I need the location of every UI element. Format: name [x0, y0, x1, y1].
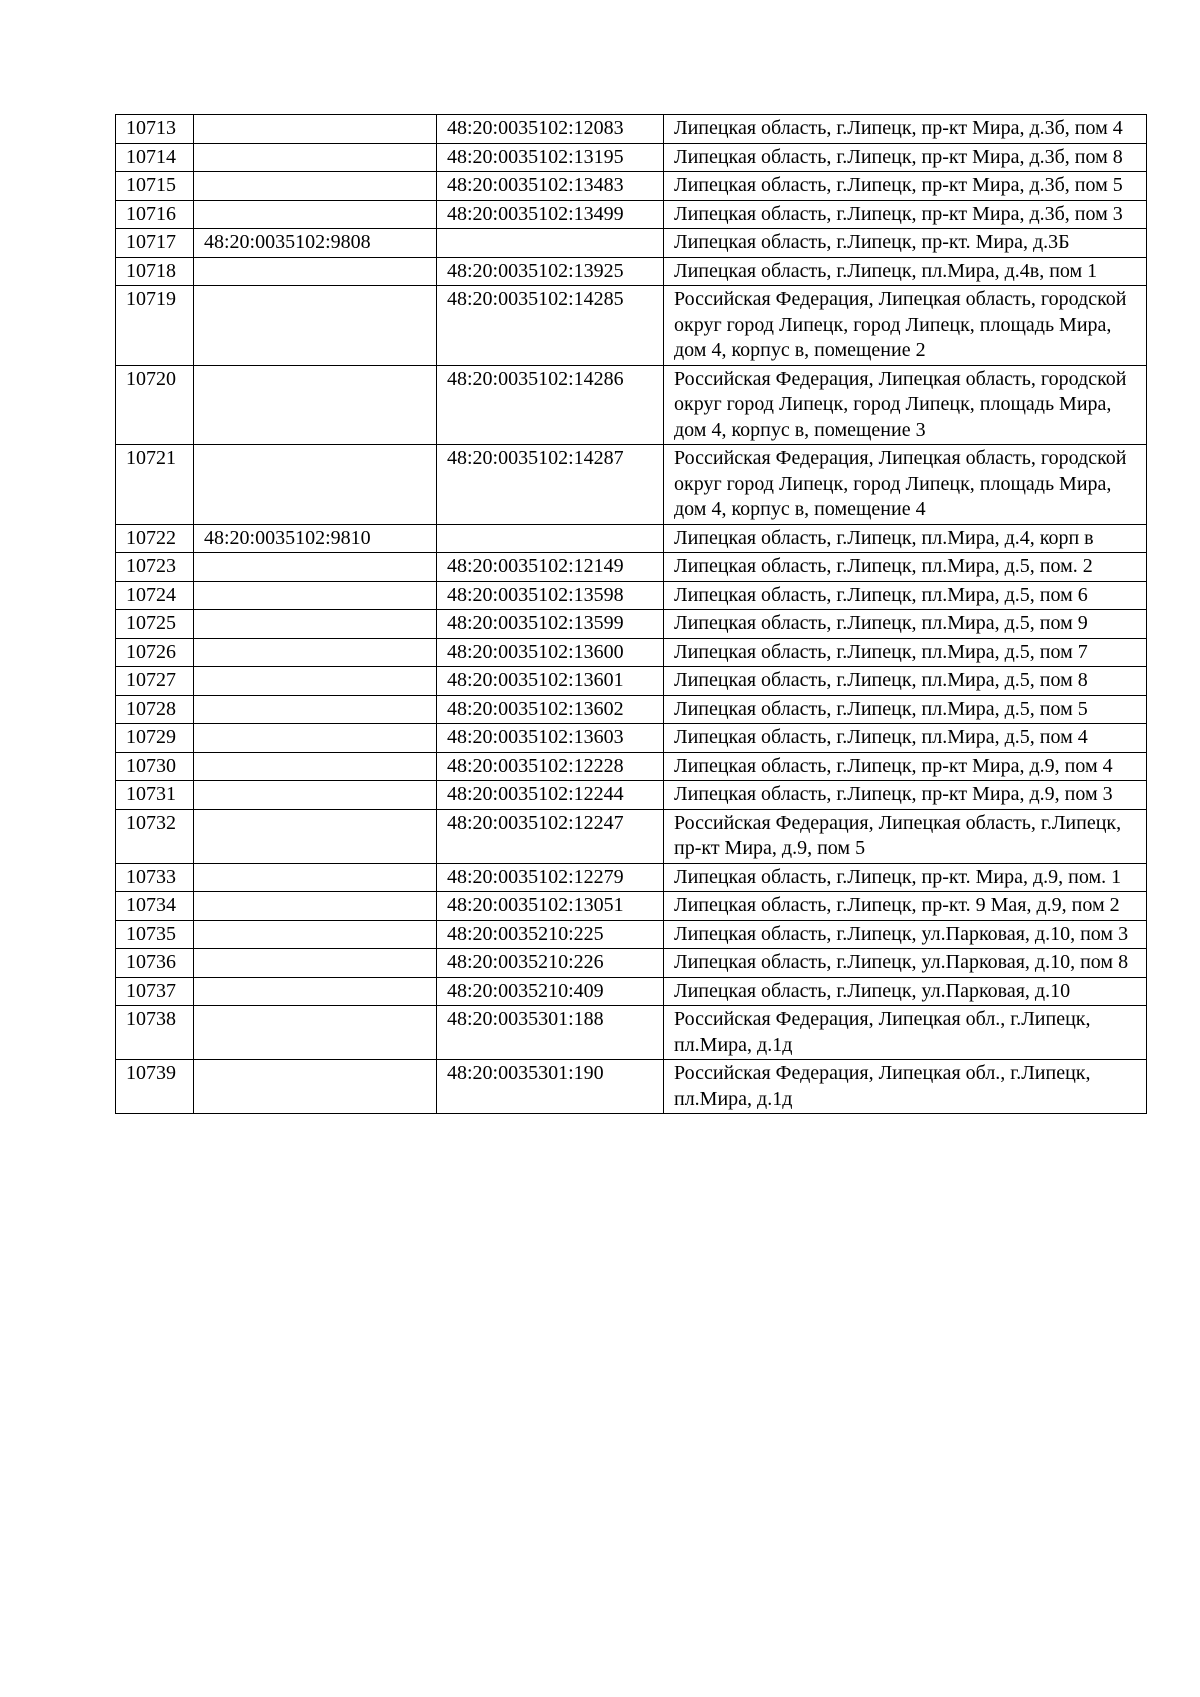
room-cadastral-cell: 48:20:0035102:12083	[437, 115, 664, 144]
address-cell: Липецкая область, г.Липецк, пр-кт Мира, д.3б, пом 4	[664, 115, 1147, 144]
address-cell: Липецкая область, г.Липецк, ул.Парковая, д.10	[664, 977, 1147, 1006]
table-row	[116, 949, 1147, 978]
address-cell: Российская Федерация, Липецкая обл., г.Липецк, пл.Мира, д.1д	[664, 1006, 1147, 1060]
row-number-cell: 10732	[116, 809, 194, 863]
address-cell: Липецкая область, г.Липецк, пр-кт. 9 Мая, д.9, пом 2	[664, 892, 1147, 921]
building-cadastral-cell	[194, 752, 437, 781]
address-cell: Липецкая область, г.Липецк, пл.Мира, д.5, пом 8	[664, 667, 1147, 696]
room-cadastral-cell: 48:20:0035102:12149	[437, 553, 664, 582]
table-row	[116, 781, 1147, 810]
address-cell: Липецкая область, г.Липецк, пр-кт Мира, д.9, пом 4	[664, 752, 1147, 781]
row-number-cell: 10734	[116, 892, 194, 921]
row-number-cell: 10726	[116, 638, 194, 667]
building-cadastral-cell	[194, 695, 437, 724]
row-number-cell: 10729	[116, 724, 194, 753]
table-row	[116, 229, 1147, 258]
row-number-cell: 10735	[116, 920, 194, 949]
building-cadastral-cell	[194, 781, 437, 810]
row-number-cell: 10737	[116, 977, 194, 1006]
address-cell: Липецкая область, г.Липецк, пр-кт Мира, д.9, пом 3	[664, 781, 1147, 810]
room-cadastral-cell: 48:20:0035102:13483	[437, 172, 664, 201]
room-cadastral-cell: 48:20:0035102:14285	[437, 286, 664, 366]
row-number-cell: 10724	[116, 581, 194, 610]
address-cell: Российская Федерация, Липецкая обл., г.Липецк, пл.Мира, д.1д	[664, 1060, 1147, 1114]
table-row	[116, 752, 1147, 781]
row-number-cell: 10717	[116, 229, 194, 258]
building-cadastral-cell	[194, 581, 437, 610]
row-number-cell: 10725	[116, 610, 194, 639]
address-cell: Липецкая область, г.Липецк, пр-кт. Мира, д.3Б	[664, 229, 1147, 258]
address-cell: Липецкая область, г.Липецк, пл.Мира, д.5, пом 9	[664, 610, 1147, 639]
table-row	[116, 892, 1147, 921]
building-cadastral-cell	[194, 667, 437, 696]
address-cell: Липецкая область, г.Липецк, ул.Парковая, д.10, пом 3	[664, 920, 1147, 949]
address-cell: Российская Федерация, Липецкая область, городской округ город Липецк, город Липецк, площадь Мира, дом 4, корпус в, помещение 2	[664, 286, 1147, 366]
address-cell: Липецкая область, г.Липецк, пл.Мира, д.5, пом 4	[664, 724, 1147, 753]
table-row	[116, 172, 1147, 201]
room-cadastral-cell: 48:20:0035301:190	[437, 1060, 664, 1114]
address-cell: Липецкая область, г.Липецк, пр-кт Мира, д.3б, пом 3	[664, 200, 1147, 229]
row-number-cell: 10739	[116, 1060, 194, 1114]
building-cadastral-cell	[194, 920, 437, 949]
table-row	[116, 920, 1147, 949]
room-cadastral-cell: 48:20:0035102:13598	[437, 581, 664, 610]
table-row	[116, 257, 1147, 286]
document-page	[115, 114, 1146, 1114]
building-cadastral-cell	[194, 286, 437, 366]
row-number-cell: 10715	[116, 172, 194, 201]
row-number-cell: 10716	[116, 200, 194, 229]
address-cell: Российская Федерация, Липецкая область, городской округ город Липецк, город Липецк, площадь Мира, дом 4, корпус в, помещение 3	[664, 365, 1147, 445]
building-cadastral-cell	[194, 809, 437, 863]
room-cadastral-cell: 48:20:0035102:12244	[437, 781, 664, 810]
address-cell: Российская Федерация, Липецкая область, городской округ город Липецк, город Липецк, площадь Мира, дом 4, корпус в, помещение 4	[664, 445, 1147, 525]
address-cell: Липецкая область, г.Липецк, ул.Парковая, д.10, пом 8	[664, 949, 1147, 978]
table-row	[116, 809, 1147, 863]
room-cadastral-cell: 48:20:0035301:188	[437, 1006, 664, 1060]
building-cadastral-cell	[194, 115, 437, 144]
building-cadastral-cell	[194, 1006, 437, 1060]
table-row	[116, 863, 1147, 892]
address-cell: Липецкая область, г.Липецк, пр-кт. Мира, д.9, пом. 1	[664, 863, 1147, 892]
building-cadastral-cell	[194, 863, 437, 892]
table-row	[116, 977, 1147, 1006]
room-cadastral-cell: 48:20:0035102:13925	[437, 257, 664, 286]
building-cadastral-cell	[194, 172, 437, 201]
building-cadastral-cell: 48:20:0035102:9810	[194, 524, 437, 553]
building-cadastral-cell	[194, 257, 437, 286]
row-number-cell: 10722	[116, 524, 194, 553]
table-row	[116, 724, 1147, 753]
table-row	[116, 553, 1147, 582]
row-number-cell: 10728	[116, 695, 194, 724]
address-cell: Липецкая область, г.Липецк, пл.Мира, д.5, пом. 2	[664, 553, 1147, 582]
row-number-cell: 10718	[116, 257, 194, 286]
table-row	[116, 610, 1147, 639]
table-row	[116, 115, 1147, 144]
address-cell: Липецкая область, г.Липецк, пл.Мира, д.5, пом 7	[664, 638, 1147, 667]
building-cadastral-cell	[194, 1060, 437, 1114]
address-cell: Липецкая область, г.Липецк, пл.Мира, д.4, корп в	[664, 524, 1147, 553]
row-number-cell: 10731	[116, 781, 194, 810]
table-row	[116, 695, 1147, 724]
building-cadastral-cell	[194, 977, 437, 1006]
registry-table-body	[116, 115, 1147, 1114]
address-cell: Липецкая область, г.Липецк, пл.Мира, д.5, пом 5	[664, 695, 1147, 724]
room-cadastral-cell: 48:20:0035102:12228	[437, 752, 664, 781]
room-cadastral-cell: 48:20:0035102:13603	[437, 724, 664, 753]
room-cadastral-cell: 48:20:0035210:225	[437, 920, 664, 949]
row-number-cell: 10723	[116, 553, 194, 582]
room-cadastral-cell: 48:20:0035102:13600	[437, 638, 664, 667]
address-cell: Липецкая область, г.Липецк, пл.Мира, д.4в, пом 1	[664, 257, 1147, 286]
address-cell: Липецкая область, г.Липецк, пл.Мира, д.5, пом 6	[664, 581, 1147, 610]
building-cadastral-cell	[194, 143, 437, 172]
table-row	[116, 286, 1147, 366]
building-cadastral-cell	[194, 949, 437, 978]
table-row	[116, 524, 1147, 553]
room-cadastral-cell: 48:20:0035102:13195	[437, 143, 664, 172]
row-number-cell: 10720	[116, 365, 194, 445]
row-number-cell: 10736	[116, 949, 194, 978]
building-cadastral-cell	[194, 553, 437, 582]
building-cadastral-cell	[194, 445, 437, 525]
table-row	[116, 200, 1147, 229]
building-cadastral-cell	[194, 200, 437, 229]
row-number-cell: 10721	[116, 445, 194, 525]
row-number-cell: 10730	[116, 752, 194, 781]
building-cadastral-cell	[194, 638, 437, 667]
table-row	[116, 365, 1147, 445]
building-cadastral-cell	[194, 610, 437, 639]
property-registry-table	[115, 114, 1147, 1114]
row-number-cell: 10738	[116, 1006, 194, 1060]
table-row	[116, 581, 1147, 610]
room-cadastral-cell: 48:20:0035102:13599	[437, 610, 664, 639]
room-cadastral-cell	[437, 229, 664, 258]
room-cadastral-cell: 48:20:0035102:14286	[437, 365, 664, 445]
table-row	[116, 667, 1147, 696]
room-cadastral-cell: 48:20:0035102:13602	[437, 695, 664, 724]
row-number-cell: 10733	[116, 863, 194, 892]
building-cadastral-cell	[194, 892, 437, 921]
room-cadastral-cell: 48:20:0035210:226	[437, 949, 664, 978]
building-cadastral-cell: 48:20:0035102:9808	[194, 229, 437, 258]
address-cell: Липецкая область, г.Липецк, пр-кт Мира, д.3б, пом 5	[664, 172, 1147, 201]
row-number-cell: 10727	[116, 667, 194, 696]
room-cadastral-cell: 48:20:0035210:409	[437, 977, 664, 1006]
room-cadastral-cell	[437, 524, 664, 553]
room-cadastral-cell: 48:20:0035102:13499	[437, 200, 664, 229]
room-cadastral-cell: 48:20:0035102:13051	[437, 892, 664, 921]
table-row	[116, 1060, 1147, 1114]
row-number-cell: 10713	[116, 115, 194, 144]
table-row	[116, 1006, 1147, 1060]
table-row	[116, 638, 1147, 667]
table-row	[116, 143, 1147, 172]
room-cadastral-cell: 48:20:0035102:14287	[437, 445, 664, 525]
room-cadastral-cell: 48:20:0035102:13601	[437, 667, 664, 696]
building-cadastral-cell	[194, 365, 437, 445]
row-number-cell: 10719	[116, 286, 194, 366]
room-cadastral-cell: 48:20:0035102:12247	[437, 809, 664, 863]
row-number-cell: 10714	[116, 143, 194, 172]
room-cadastral-cell: 48:20:0035102:12279	[437, 863, 664, 892]
table-row	[116, 445, 1147, 525]
address-cell: Липецкая область, г.Липецк, пр-кт Мира, д.3б, пом 8	[664, 143, 1147, 172]
building-cadastral-cell	[194, 724, 437, 753]
address-cell: Российская Федерация, Липецкая область, г.Липецк, пр-кт Мира, д.9, пом 5	[664, 809, 1147, 863]
